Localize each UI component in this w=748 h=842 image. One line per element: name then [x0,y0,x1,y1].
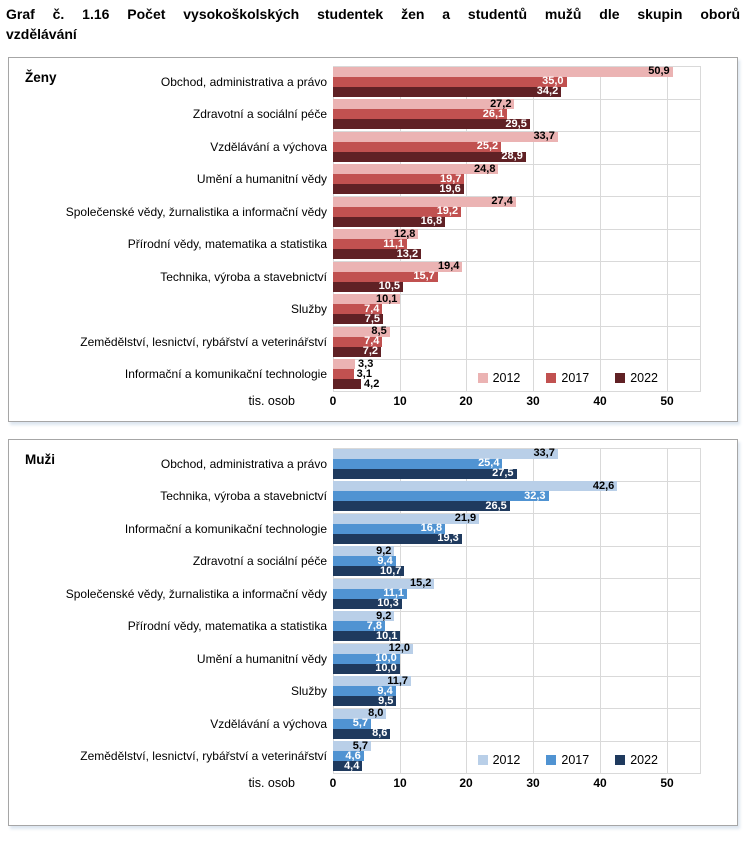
category-label: Zemědělství, lesnictví, rybářství a veterinářství [80,334,327,349]
axis-tick-40: 40 [593,393,607,408]
category-label: Zdravotní a sociální péče [192,107,327,122]
category-row [9,610,737,643]
bar-2022 [333,152,526,162]
axis-tick-0: 0 [329,393,337,408]
bar-2012 [333,67,673,77]
value-label-2022: 10,7 [379,564,402,577]
legend-swatch-2022 [615,755,625,765]
bar-chart-women [9,66,737,411]
value-label-2017: 9,4 [377,554,393,567]
category-row [9,643,737,676]
axis-tick-30: 30 [526,393,540,408]
category-label: Umění a humanitní vědy [196,172,327,187]
legend [478,753,658,767]
value-label-2022: 4,2 [364,377,380,390]
value-label-2017: 26,1 [482,107,505,120]
category-bars [333,196,700,229]
bar-2022 [333,119,530,129]
category-row [9,326,737,359]
value-label-2017: 10,0 [375,652,397,665]
value-label-2022: 10,1 [375,629,398,642]
category-label: Technika, výroba a stavebnictví [160,269,327,284]
category-row [9,578,737,611]
category-row [9,228,737,261]
legend-swatch-2022 [615,373,625,383]
axis-unit-label: tis. osob [248,393,295,408]
value-label-2012: 3,3 [358,357,374,370]
value-label-2017: 35,0 [542,75,564,88]
gridline-horizontal [333,773,701,774]
value-label-2012: 12,0 [388,642,411,655]
category-row [9,545,737,578]
value-label-2012: 27,2 [490,97,512,110]
category-label: Služby [290,684,327,699]
value-label-2012: 11,7 [387,674,409,687]
axis-tick-40: 40 [593,775,607,790]
category-row [9,480,737,513]
bar-2022 [333,501,510,511]
value-label-2017: 15,7 [413,270,435,283]
value-label-2017: 7,4 [364,302,380,315]
value-label-2022: 27,5 [492,467,514,480]
value-label-2022: 10,0 [375,662,397,675]
axis-tick-10: 10 [393,775,407,790]
value-label-2022: 29,5 [505,117,527,130]
category-bars [333,131,700,164]
value-label-2017: 16,8 [420,522,443,535]
axis-unit-label: tis. osob [248,775,295,790]
legend-swatch-2017 [546,755,556,765]
category-label: Vzdělávání a výchova [210,139,327,154]
category-label: Technika, výroba a stavebnictví [160,489,327,504]
value-label-2017: 19,2 [436,205,459,218]
category-label: Vzdělávání a výchova [210,716,327,731]
category-row [9,66,737,99]
value-label-2017: 3,1 [356,367,372,380]
value-label-2022: 9,5 [378,694,394,707]
category-bars [333,66,700,99]
bar-2017 [333,77,567,87]
category-row [9,293,737,326]
category-label: Přírodní vědy, matematika a statistika [127,237,327,252]
bar-2012 [333,197,516,207]
value-label-2017: 4,6 [345,749,361,762]
value-label-2012: 42,6 [592,479,615,492]
chart-plot-area [9,448,737,773]
legend [478,371,658,385]
axis-tick-50: 50 [660,393,674,408]
category-bars [333,293,700,326]
value-label-2012: 33,7 [533,447,555,460]
value-label-2012: 50,9 [648,65,670,78]
category-label: Obchod, administrativa a právo [160,74,327,89]
legend-label-2022: 2022 [630,752,658,767]
value-label-2012: 8,5 [371,325,387,338]
category-bars [333,545,700,578]
bar-chart-men [9,448,737,793]
value-label-2012: 27,4 [491,195,513,208]
axis-tick-10: 10 [393,393,407,408]
category-label: Informační a komunikační technologie [124,367,327,382]
legend-label-2022: 2022 [630,370,658,385]
gridline-horizontal [333,391,701,392]
legend-item-2022 [615,371,658,385]
category-label: Zdravotní a sociální péče [192,554,327,569]
category-row [9,98,737,131]
value-label-2022: 4,4 [344,759,360,772]
category-bars [333,261,700,294]
category-bars [333,228,700,261]
value-label-2017: 25,2 [476,140,499,153]
bar-2022 [333,87,561,97]
category-bars [333,610,700,643]
value-label-2017: 25,4 [478,457,500,470]
category-label: Přírodní vědy, matematika a statistika [127,619,327,634]
value-label-2022: 19,6 [439,182,461,195]
category-bars [333,448,700,481]
chart-panel-women [8,57,738,422]
bar-2017 [333,459,502,469]
axis-tick-0: 0 [329,775,337,790]
value-label-2022: 28,9 [501,150,523,163]
value-label-2017: 7,4 [364,335,380,348]
axis-tick-50: 50 [660,775,674,790]
value-label-2022: 13,2 [396,247,419,260]
legend-item-2012 [478,371,521,385]
legend-label-2017: 2017 [561,370,590,385]
value-label-2012: 5,7 [352,739,369,752]
category-row [9,675,737,708]
value-label-2012: 9,2 [376,609,392,622]
bar-2017 [333,369,354,379]
document-title-line1: Graf č. 1.16 Počet vysokoškolských studentek žen a studentů mužů dle skupin oborů [6,6,740,22]
axis-tick-20: 20 [459,775,473,790]
category-row [9,708,737,741]
legend-item-2017 [546,753,589,767]
category-bars [333,675,700,708]
legend-item-2022 [615,753,658,767]
value-label-2012: 24,8 [474,162,496,175]
value-axis [9,394,737,411]
category-row [9,448,737,481]
legend-item-2012 [478,753,521,767]
bar-2022 [333,469,517,479]
category-row [9,196,737,229]
legend-swatch-2017 [546,373,556,383]
category-label: Zemědělství, lesnictví, rybářství a veterinářství [80,749,327,764]
axis-tick-30: 30 [526,775,540,790]
value-label-2017: 7,8 [366,619,383,632]
legend-label-2017: 2017 [561,752,590,767]
category-bars [333,480,700,513]
value-label-2022: 10,3 [377,597,399,610]
value-label-2022: 10,5 [378,280,401,293]
legend-item-2017 [546,371,589,385]
chart-panel-men [8,439,738,826]
category-bars [333,643,700,676]
category-bars [333,708,700,741]
legend-swatch-2012 [478,755,488,765]
value-label-2012: 9,2 [376,544,392,557]
category-bars [333,98,700,131]
value-label-2022: 7,2 [362,345,379,358]
category-bars [333,513,700,546]
bar-2017 [333,109,507,119]
category-bars [333,578,700,611]
category-row [9,261,737,294]
bar-2012 [333,132,558,142]
bar-2017 [333,491,549,501]
value-label-2022: 19,3 [437,532,459,545]
chart-plot-area [9,66,737,391]
category-bars [333,326,700,359]
category-label: Informační a komunikační technologie [124,521,327,536]
value-label-2022: 7,5 [364,312,381,325]
axis-tick-20: 20 [459,393,473,408]
category-bars [333,163,700,196]
value-label-2012: 10,1 [375,292,398,305]
axis-ticks [329,775,700,793]
value-label-2017: 9,4 [377,684,393,697]
value-label-2022: 34,2 [536,85,559,98]
value-label-2017: 11,1 [383,587,405,600]
legend-label-2012: 2012 [492,752,521,767]
value-label-2017: 11,1 [383,237,405,250]
value-label-2012: 33,7 [533,130,555,143]
category-row [9,513,737,546]
value-label-2012: 19,4 [438,260,460,273]
value-axis [9,776,737,793]
legend-swatch-2012 [478,373,488,383]
panel-title-men: Muži [25,451,55,467]
bar-2022 [333,379,361,389]
value-label-2022: 8,6 [372,727,388,740]
category-label: Umění a humanitní vědy [196,651,327,666]
category-label: Společenské vědy, žurnalistika a informační vědy [65,586,327,601]
category-label: Obchod, administrativa a právo [160,456,327,471]
bar-2012 [333,449,558,459]
legend-label-2012: 2012 [492,370,521,385]
value-label-2012: 8,0 [368,707,384,720]
value-label-2017: 5,7 [352,717,369,730]
bar-2012 [333,359,355,369]
value-label-2022: 16,8 [420,215,443,228]
axis-ticks [329,393,700,411]
value-label-2012: 12,8 [393,227,416,240]
value-label-2017: 32,3 [524,489,546,502]
category-row [9,163,737,196]
value-label-2017: 19,7 [440,172,462,185]
value-label-2012: 21,9 [454,512,477,525]
category-label: Služby [290,302,327,317]
bar-2012 [333,481,617,491]
value-label-2022: 26,5 [485,499,507,512]
category-row [9,131,737,164]
category-label: Společenské vědy, žurnalistika a informační vědy [65,204,327,219]
document-title [6,4,740,45]
panel-title-women: Ženy [25,69,57,85]
value-label-2012: 15,2 [410,577,432,590]
document-title-line2: vzdělávání [6,26,77,43]
